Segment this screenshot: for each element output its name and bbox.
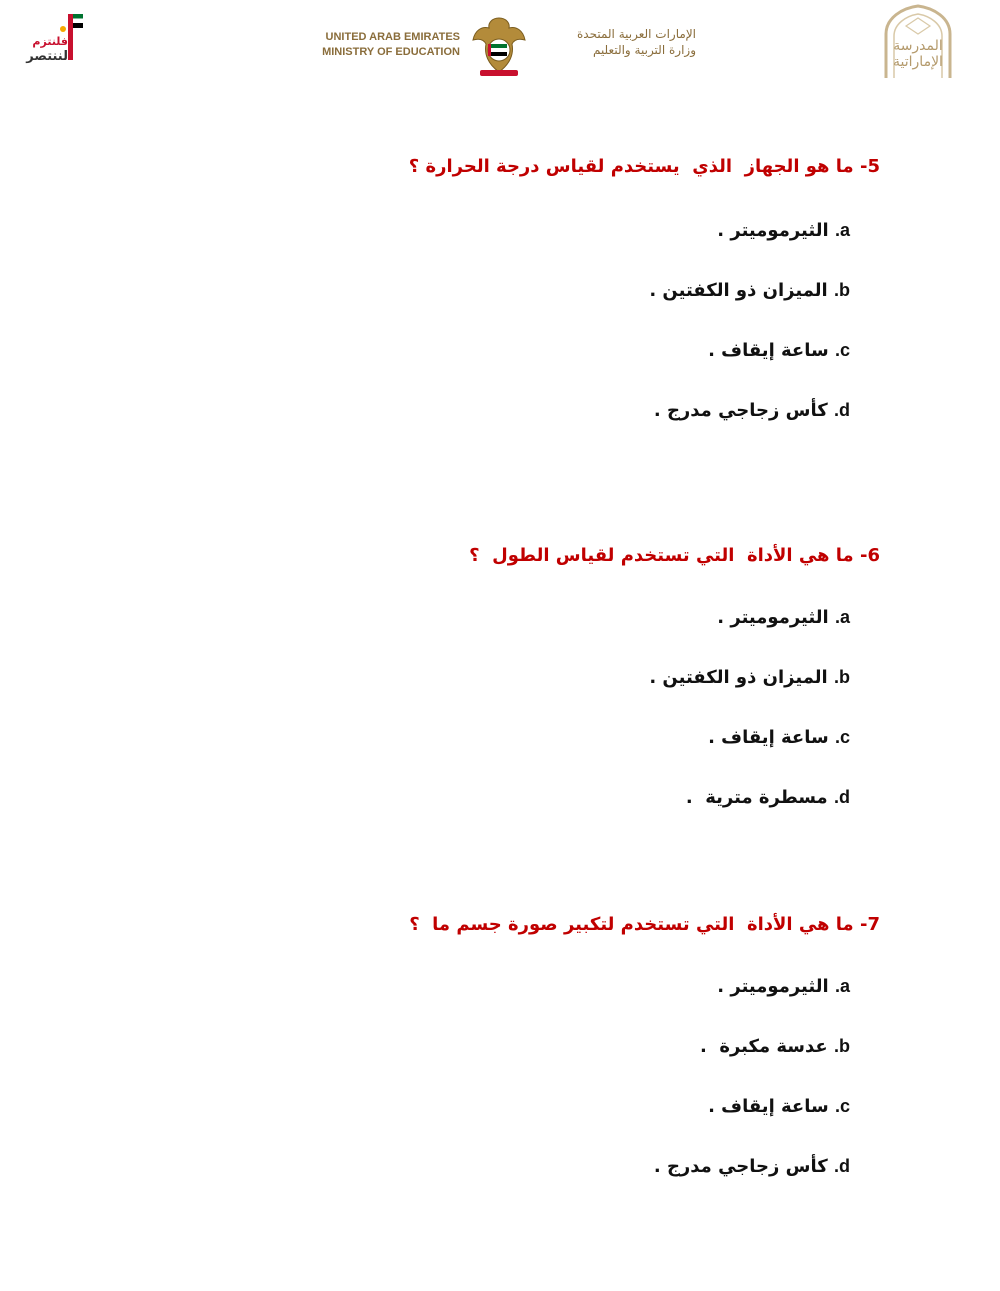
campaign-logo-line1: فلنتزم [32,35,68,48]
ministry-ar-line2: وزارة التربية والتعليم [592,43,696,57]
option-letter: a. [834,976,850,996]
question-6-option-a[interactable] [717,607,850,628]
option-letter: a. [834,220,850,240]
option-text: عدسة مكبرة . [699,1036,828,1057]
option-text: الميزان ذو الكفتين . [649,667,828,688]
option-letter: b. [833,280,850,300]
question-5 [409,156,880,177]
option-letter: c. [834,1096,850,1116]
uae-flag-icon [73,14,83,28]
campaign-logo [28,12,88,68]
option-text: كأس زجاجي مدرج . [653,400,828,421]
option-letter: d. [833,1156,850,1176]
option-letter: b. [833,667,850,687]
question-number: 5- [859,156,880,177]
ministry-en-line1: UNITED ARAB EMIRATES [325,31,460,43]
option-text: ساعة إيقاف . [708,727,829,748]
question-number: 7- [859,914,880,935]
option-letter: d. [833,400,850,420]
ministry-en-line2: MINISTRY OF EDUCATION [322,46,460,58]
question-6-option-b[interactable] [649,667,850,688]
dot-shape [60,26,66,32]
option-letter: d. [833,787,850,807]
ministry-name-ar [536,26,696,58]
question-6-option-d[interactable] [686,787,850,808]
question-5-option-c[interactable] [708,340,850,361]
question-7-option-a[interactable] [717,976,850,997]
school-logo-line1: المدرسة [893,38,943,54]
option-letter: c. [834,340,850,360]
option-letter: b. [833,1036,850,1056]
option-text: ساعة إيقاف . [708,340,829,361]
ministry-ar-line1: الإمارات العربية المتحدة [577,27,696,41]
question-text: ما هو الجهاز الذي يستخدم لقياس درجة الحرارة ؟ [408,156,854,177]
page-header [0,0,1000,90]
option-letter: c. [834,727,850,747]
school-logo-text [876,38,960,70]
question-7-option-c[interactable] [708,1096,850,1117]
question-text: ما هي الأداة التي تستخدم لتكبير صورة جسم ما ؟ [409,914,854,935]
question-6-option-c[interactable] [708,727,850,748]
option-letter: a. [834,607,850,627]
option-text: الثيرموميتر . [717,607,829,628]
option-text: الميزان ذو الكفتين . [649,280,828,301]
question-5-option-b[interactable] [649,280,850,301]
question-number: 6- [859,545,880,566]
question-7-option-b[interactable] [700,1036,850,1057]
question-5-option-a[interactable] [717,220,850,241]
question-7-option-d[interactable] [654,1156,850,1177]
option-text: كأس زجاجي مدرج . [653,1156,828,1177]
uae-emblem-icon [470,14,528,78]
option-text: مسطرة مترية . [685,787,828,808]
question-6 [469,545,880,566]
ministry-name-en [290,30,460,60]
campaign-logo-line2: لننتصر [26,49,68,64]
option-text: الثيرموميتر . [717,220,829,241]
question-5-option-d[interactable] [654,400,850,421]
question-7 [409,914,880,935]
school-logo-line2: الإماراتية [893,54,943,70]
option-text: الثيرموميتر . [717,976,829,997]
question-text: ما هي الأداة التي تستخدم لقياس الطول ؟ [469,545,854,566]
option-text: ساعة إيقاف . [708,1096,829,1117]
